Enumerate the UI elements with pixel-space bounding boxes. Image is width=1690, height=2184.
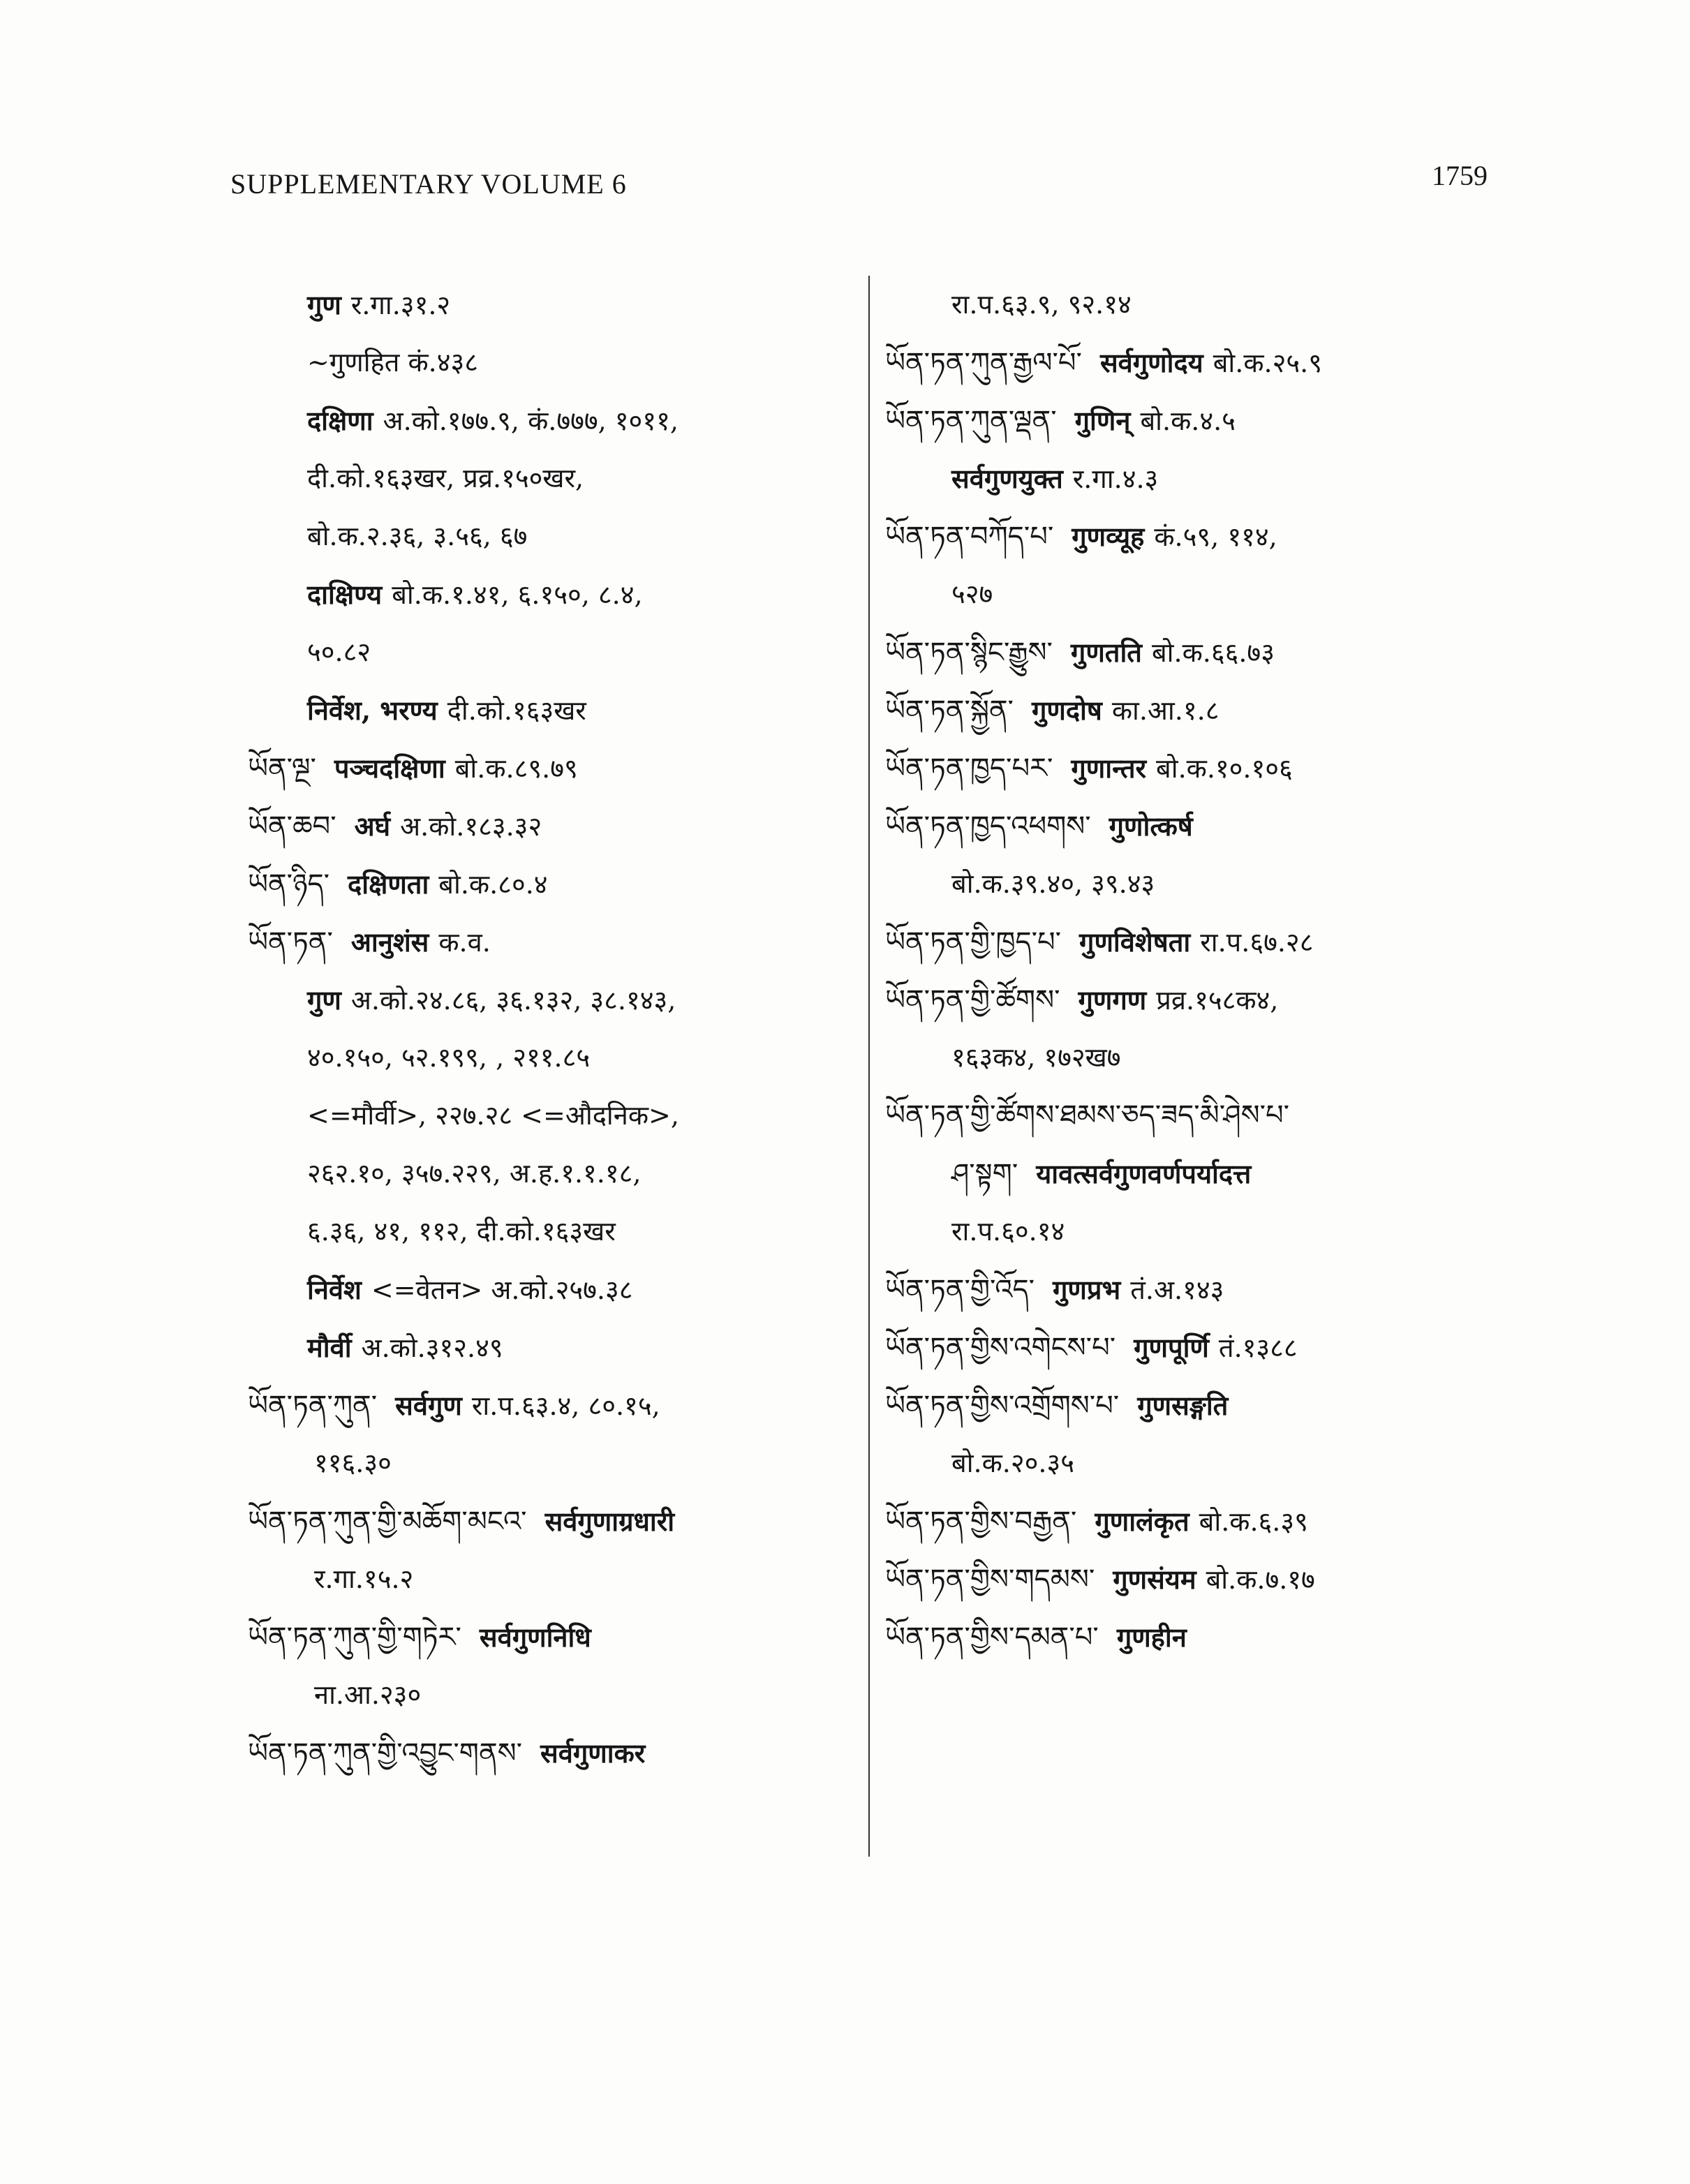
tibetan-headword: ཡོན་ཏན་བཀོད་པ་: [885, 521, 1054, 553]
entry-line: [885, 971, 1485, 1029]
entry-line: [885, 1145, 1485, 1203]
sanskrit-equivalent: गुणोत्कर्ष: [1109, 810, 1193, 842]
sanskrit-equivalent: गुणपूर्णि: [1134, 1332, 1209, 1363]
entry-line: [885, 913, 1485, 971]
source-reference: अ.को.१८३.३२: [400, 811, 542, 842]
source-reference: अ.को.३१२.४९: [361, 1332, 503, 1363]
column-divider: [868, 276, 870, 1857]
entry-line: [885, 392, 1485, 450]
entry-line: [885, 797, 1485, 855]
right-column: [885, 276, 1485, 1666]
source-reference: का.आ.१.८: [1111, 695, 1220, 726]
tibetan-headword: ཡོན་ཏན་གྱིས་འགྲོགས་པ་: [885, 1390, 1120, 1422]
entry-line: [248, 392, 855, 450]
source-reference: बो.क.२५.९: [1213, 348, 1322, 378]
entry-line: [248, 507, 855, 565]
tibetan-headword: ཤ་སྟག་: [951, 1158, 1018, 1190]
source-reference: ६.३६, ४१, ११२, दी.को.१६३खर: [307, 1216, 616, 1247]
tibetan-headword: ཡོན་ཆབ་: [248, 810, 336, 842]
tibetan-headword: ཡོན་ཏན་གྱིས་འགེངས་པ་: [885, 1332, 1116, 1364]
tibetan-headword: ཡོན་ལྔ་: [248, 752, 316, 785]
sanskrit-equivalent: गुणविशेषता: [1079, 926, 1191, 958]
sanskrit-equivalent: सर्वगुणयुक्त: [951, 463, 1063, 494]
source-reference: रा.प.६०.१४: [951, 1216, 1065, 1247]
source-reference: दी.को.१६३खर: [447, 695, 586, 726]
entry-line: [885, 1318, 1485, 1376]
entry-line: [248, 334, 855, 392]
source-reference: बो.क.८९.७९: [454, 753, 578, 784]
sanskrit-equivalent: दक्षिणा: [307, 405, 373, 436]
entry-line: [248, 1087, 855, 1145]
page-number: 1759: [1432, 160, 1488, 191]
tibetan-headword: ཡོན་ཏན་གྱི་ཚོགས་: [885, 984, 1060, 1016]
sanskrit-equivalent: गुणव्यूह: [1072, 521, 1145, 552]
entry-line: [248, 1318, 855, 1376]
source-reference: ५२७: [951, 579, 993, 609]
entry-line: [885, 1434, 1485, 1492]
entry-line: [248, 1666, 855, 1724]
tibetan-headword: ཡོན་ཏན་ཀུན་ལྡན་: [885, 405, 1057, 437]
entry-line: [885, 1029, 1485, 1087]
entry-line: [248, 623, 855, 681]
entry-line: [248, 450, 855, 507]
sanskrit-equivalent: गुण: [307, 289, 341, 320]
source-reference: ५०.८२: [307, 637, 371, 667]
entry-line: [248, 739, 855, 797]
source-reference: तं.अ.१४३: [1130, 1275, 1224, 1305]
sanskrit-equivalent: गुणान्तर: [1071, 752, 1147, 784]
sanskrit-equivalent: गुण: [307, 984, 341, 1016]
sanskrit-equivalent: मौर्वी: [307, 1332, 352, 1363]
source-reference: ना.आ.२३०: [314, 1679, 422, 1710]
tibetan-headword: ཡོན་ཏན་ཀུན་: [248, 1390, 378, 1422]
source-reference: र.गा.४.३: [1072, 463, 1159, 494]
source-reference: ४०.१५०, ५२.१९९, , २११.८५: [307, 1042, 591, 1073]
source-reference: बो.क.६६.७३: [1151, 637, 1275, 668]
source-reference: र.गा.१५.२: [314, 1563, 414, 1594]
sanskrit-equivalent: गुणतति: [1070, 637, 1142, 668]
entry-line: [885, 1261, 1485, 1318]
entry-line: [248, 1203, 855, 1261]
sanskrit-equivalent: अर्घ: [354, 810, 391, 842]
entry-line: [885, 334, 1485, 392]
tibetan-headword: ཡོན་ཏན་གྱི་ཚོགས་ཐམས་ཅད་ཟད་མི་ཤེས་པ་: [885, 1099, 1290, 1131]
sanskrit-equivalent: गुणगण: [1078, 984, 1147, 1016]
entry-line: [885, 1203, 1485, 1261]
source-reference: बो.क.७.१७: [1206, 1564, 1315, 1595]
entry-line: [248, 565, 855, 623]
entry-line: [248, 1724, 855, 1782]
sanskrit-equivalent: सर्वगुण: [395, 1390, 462, 1421]
entry-line: [248, 913, 855, 971]
entry-line: [248, 971, 855, 1029]
sanskrit-equivalent: गुणसङ्गति: [1137, 1390, 1229, 1421]
sanskrit-equivalent: सर्वगुणनिधि: [479, 1621, 591, 1653]
tibetan-headword: ཡོན་ཏན་: [248, 926, 333, 958]
sanskrit-equivalent: निर्वेश: [307, 1274, 362, 1305]
sanskrit-equivalent: सर्वगुणाकर: [540, 1737, 646, 1769]
running-head: SUPPLEMENTARY VOLUME 6: [230, 168, 627, 200]
source-reference: अ.को.२४.८६, ३६.१३२, ३८.१४३,: [350, 985, 676, 1016]
entry-line: [248, 1550, 855, 1608]
tibetan-headword: ཡོན་ཏན་ཀུན་གྱི་མཆོག་མངའ་: [248, 1506, 527, 1538]
entry-line: [885, 1087, 1485, 1145]
tibetan-headword: ཡོན་ཏན་གྱི་ཁྱད་པ་: [885, 926, 1062, 958]
tibetan-headword: ཡོན་ཏན་ཁྱད་འཕགས་: [885, 810, 1091, 842]
entry-line: [248, 1434, 855, 1492]
entry-line: [248, 1145, 855, 1203]
source-reference: <=मौर्वी>, २२७.२८ <=औदनिक>,: [307, 1100, 679, 1131]
sanskrit-equivalent: यावत्सर्वगुणवर्णपर्यादत्त: [1036, 1158, 1252, 1189]
sanskrit-equivalent: दक्षिणता: [348, 868, 429, 900]
entry-line: [885, 739, 1485, 797]
left-column: [248, 276, 855, 1782]
entry-line: [248, 276, 855, 334]
sanskrit-equivalent: गुणिन्: [1074, 405, 1131, 436]
entry-line: [248, 1029, 855, 1087]
sanskrit-equivalent: आनुशंस: [350, 926, 429, 958]
source-reference: अ.को.१७७.९, कं.७७७, १०११,: [383, 406, 679, 436]
source-reference: तं.१३८८: [1218, 1332, 1298, 1363]
source-reference: १६३क४, १७२ख७: [951, 1042, 1121, 1073]
tibetan-headword: ཡོན་ཏན་གྱིས་བརྒྱན་: [885, 1506, 1077, 1538]
source-reference: बो.क.६.३९: [1199, 1506, 1308, 1537]
tibetan-headword: ཡོན་ཏན་ཀུན་གྱི་འབྱུང་གནས་: [248, 1737, 523, 1769]
source-reference: कं.५९, ११४,: [1154, 521, 1277, 552]
sanskrit-equivalent: सर्वगुणोदय: [1099, 347, 1203, 378]
entry-line: [885, 623, 1485, 681]
source-reference: रा.प.६३.९, ९२.१४: [951, 289, 1132, 320]
entry-line: [248, 1492, 855, 1550]
sanskrit-equivalent: गुणहीन: [1116, 1621, 1187, 1653]
source-reference: र.गा.३१.२: [350, 290, 451, 320]
source-reference: प्रव्र.१५८क४,: [1156, 985, 1279, 1016]
sanskrit-equivalent: गुणालंकृत: [1095, 1506, 1189, 1537]
entry-line: [248, 797, 855, 855]
entry-line: [248, 1261, 855, 1318]
sanskrit-equivalent: गुणसंयम: [1113, 1563, 1196, 1595]
entry-line: [885, 276, 1485, 334]
entry-line: [248, 855, 855, 913]
sanskrit-equivalent: दाक्षिण्य: [307, 579, 383, 610]
source-reference: बो.क.२.३६, ३.५६, ६७: [307, 521, 528, 551]
entry-line: [885, 855, 1485, 913]
tibetan-headword: ཡོན་ཏན་གྱི་འོད་: [885, 1274, 1035, 1306]
tibetan-headword: ཡོན་ཏན་ཀུན་རྒྱལ་པོ་: [885, 347, 1082, 379]
source-reference: ११६.३०: [314, 1448, 392, 1478]
entry-line: [885, 1492, 1485, 1550]
tibetan-headword: ཡོན་ཉིད་: [248, 868, 330, 900]
source-reference: बो.क.१.४१, ६.१५०, ८.४,: [392, 579, 643, 610]
tibetan-headword: ཡོན་ཏན་སྐྱོན་: [885, 694, 1014, 727]
sanskrit-equivalent: गुणदोष: [1031, 694, 1102, 726]
source-reference: बो.क.३९.४०, ३९.४३: [951, 868, 1155, 899]
sanskrit-equivalent: पञ्चदक्षिणा: [334, 752, 445, 784]
entry-line: [885, 681, 1485, 739]
entry-line: [885, 565, 1485, 623]
source-reference: <=वेतन> अ.को.२५७.३८: [371, 1275, 633, 1305]
source-reference: बो.क.८०.४: [438, 869, 548, 900]
entry-line: [885, 507, 1485, 565]
entry-line: [885, 1550, 1485, 1608]
sanskrit-equivalent: निर्वेश, भरण्य: [307, 694, 438, 726]
source-reference: ~गुणहित कं.४३८: [307, 347, 479, 378]
source-reference: दी.को.१६३खर, प्रव्र.१५०खर,: [307, 463, 584, 493]
tibetan-headword: ཡོན་ཏན་སྙིང་རྒྱུས་: [885, 637, 1053, 669]
entry-line: [885, 1376, 1485, 1434]
sanskrit-equivalent: सर्वगुणाग्रधारी: [544, 1506, 675, 1537]
source-reference: २६२.१०, ३५७.२२९, अ.ह.१.१.१८,: [307, 1158, 642, 1189]
source-reference: रा.प.६७.२८: [1200, 927, 1314, 958]
source-reference: बो.क.४.५: [1140, 406, 1236, 436]
sanskrit-equivalent: गुणप्रभ: [1053, 1274, 1121, 1305]
entry-line: [248, 1376, 855, 1434]
entry-line: [885, 1608, 1485, 1666]
source-reference: रा.प.६३.४, ८०.१५,: [471, 1390, 660, 1421]
source-reference: क.व.: [438, 927, 491, 958]
tibetan-headword: ཡོན་ཏན་གྱིས་དམན་པ་: [885, 1621, 1099, 1654]
entry-line: [248, 1608, 855, 1666]
source-reference: बो.क.१०.१०६: [1156, 753, 1293, 784]
source-reference: बो.क.२०.३५: [951, 1448, 1075, 1478]
tibetan-headword: ཡོན་ཏན་ཁྱད་པར་: [885, 752, 1053, 785]
tibetan-headword: ཡོན་ཏན་གྱིས་གདམས་: [885, 1563, 1095, 1596]
tibetan-headword: ཡོན་ཏན་ཀུན་གྱི་གཏེར་: [248, 1621, 461, 1654]
entry-line: [885, 450, 1485, 507]
entry-line: [248, 681, 855, 739]
